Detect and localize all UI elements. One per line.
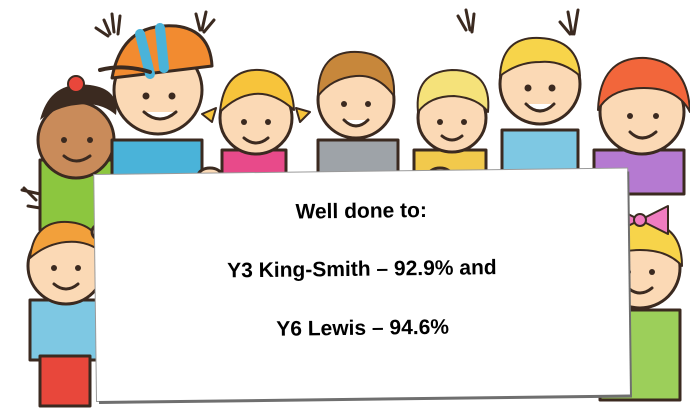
child-brown-bun	[318, 52, 398, 190]
child-lower-left	[28, 222, 104, 406]
message-heading: Well done to:	[295, 198, 428, 224]
message-board	[94, 169, 630, 401]
message-line-y3: Y3 King-Smith – 92.9% and	[226, 256, 497, 283]
child-blonde-boy	[500, 38, 580, 186]
message-line-y6: Y6 Lewis – 94.6%	[276, 315, 450, 341]
